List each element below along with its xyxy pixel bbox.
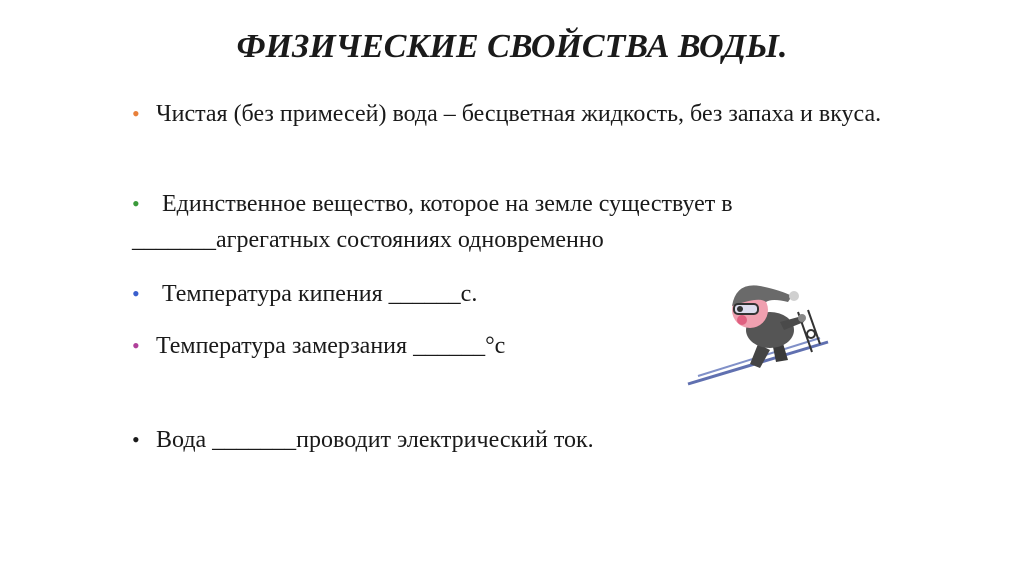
list-item	[132, 328, 652, 364]
item-text: Вода _______проводит электрический ток.	[156, 427, 594, 453]
list-item	[132, 96, 892, 132]
skier-icon	[680, 272, 830, 392]
item-text: Чистая (без примесей) вода – бесцветная жидкость, без запаха и вкуса.	[156, 101, 882, 127]
list-item	[132, 276, 652, 312]
list-item	[132, 186, 892, 258]
item-text: Единственное вещество, которое на земле существует в _______агрегатных состояниях одновременно	[132, 191, 733, 253]
item-text: Температура кипения ______с.	[156, 281, 478, 307]
bullet: •	[132, 281, 140, 306]
slide-title: ФИЗИЧЕСКИЕ СВОЙСТВА ВОДЫ.	[236, 28, 788, 65]
bullet: •	[132, 191, 140, 216]
bullet: •	[132, 427, 140, 452]
list-item	[132, 422, 832, 458]
bullet: •	[132, 101, 140, 126]
bullet: •	[132, 333, 140, 358]
item-text: Температура замерзания ______°с	[156, 333, 506, 359]
